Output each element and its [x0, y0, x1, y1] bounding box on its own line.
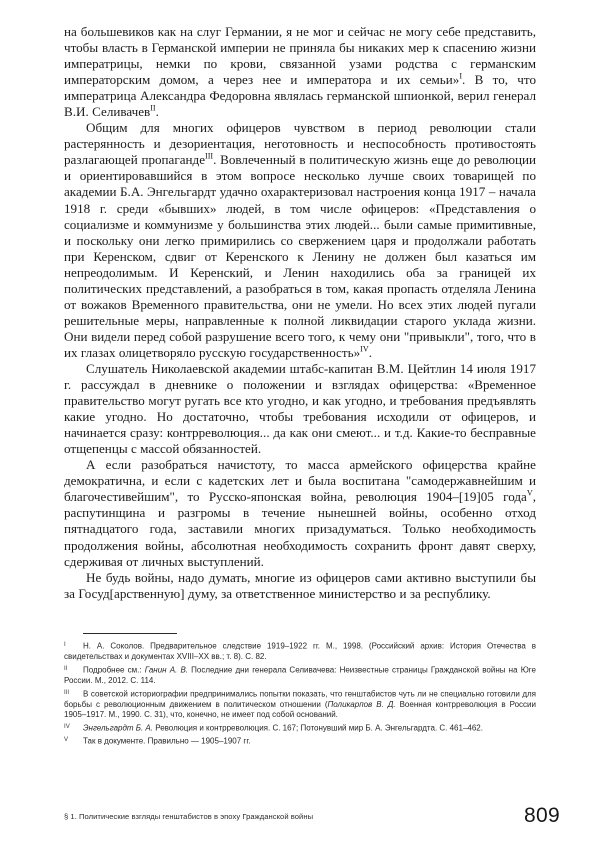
paragraph-1-text: на большевиков как на слуг Германии, я не мог и сейчас не могу себе представить, чтобы власть в Германской империи не приняла бы никаких мер к спасению жизни императрицы, немки по крови, связанной узами родства с германским императорским домом, а через нее и императора и их семьи» — [64, 24, 536, 88]
footnote-list — [64, 640, 536, 747]
footnote-segment: Революция и контрреволюция. С. 167; Потонувший мир Б. А. Энгельгардта. С. 461–462. — [152, 723, 483, 733]
footnote-item — [64, 735, 536, 747]
footnote-author: Ганин А. В. — [144, 665, 188, 675]
paragraph-2-tail2: . — [368, 344, 372, 360]
footnote-item — [64, 664, 536, 687]
paragraph-1 — [64, 24, 536, 120]
paragraph-3 — [64, 361, 536, 457]
footnote-text — [64, 665, 536, 685]
paragraph-5 — [64, 570, 536, 602]
footnote-marker[interactable]: II — [64, 664, 68, 672]
paragraph-4 — [64, 457, 536, 569]
footnote-marker[interactable]: IV — [64, 722, 70, 730]
footnote-item — [64, 722, 536, 734]
body-text-column — [64, 24, 536, 602]
paragraph-2-tail: . Вовлеченный в политическую жизнь еще до революции и ориентировавшийся в этом вопросе несколько лучше своих товарищей по академии Б.А. Энгельгардт удачно охарактеризовал настроения конца 1917 – начала 1918 г. среди «бывших» людей, в том числе офицеров: «Представления о социализме и коммунизме у большинства этих людей... были самые примитивные, и поскольку они легко примирились со свержением царя и продолжали работать при Керенском, сдвиг от Керенского к Ленину не должен был казаться им непреодолимым. И Керенский, и Ленин находились оба за границей их политических представлений, а разобраться в том, какая пропасть отделяла Ленина от вожаков Временного правительства, они не умели. Но всех этих людей пугали решительные меры, направленные к полной ликвидации старого уклада жизни. Они видели перед собой разрушение всего того, к чему они "привыкли", того, что в их глазах олицетворяло русскую государственность» — [64, 152, 536, 360]
footnote-segment: Военная контрреволюция в России 1905–1917. М., 1990. С. 31), что, конечно, не имеет под собой оснований. — [64, 699, 536, 720]
footnote-ref-1[interactable]: I — [459, 71, 463, 81]
footnote-ref-2[interactable]: II — [150, 103, 156, 113]
page-number: 809 — [524, 804, 560, 827]
footnote-item — [64, 640, 536, 663]
footnote-segment: В советской историографии предпринимались попытки показать, что генштабистов чуть ли не специально готовили для борьбы с революционным движением в политическом отношении ( — [64, 689, 536, 709]
footnote-marker[interactable]: III — [64, 688, 70, 696]
paragraph-2 — [64, 120, 536, 361]
footnote-segment: Н. А. Соколов. Предварительное следствие 1919–1922 гг. М., 1998. (Российский архив: История Отечества в свидетельствах и документах XVIII–XX вв.; т. 8). С. 82. — [64, 641, 536, 662]
paragraph-1-tail: . В то, что императрица Александра Федоровна являлась германской шпионкой, верил генерал В.И. Селивачев — [64, 72, 536, 120]
footnote-segment: Так в документе. Правильно — 1905–1907 гг. — [83, 736, 251, 746]
footnote-author: Поликарпов В. Д. — [327, 699, 396, 709]
paragraph-4-text: А если разобраться начистоту, то масса армейского офицерства крайне демократична, и если с кадетских лет и была воспитана "самодержавнейшим и благочестивейшим", то Русско-японская война, революция 1904–[19]05 года — [64, 457, 536, 505]
footnote-segment: Подробнее см.: — [83, 665, 145, 675]
footnote-ref-5[interactable]: V — [526, 489, 533, 498]
running-title: § 1. Политические взгляды генштабистов в эпоху Гражданской войны — [64, 812, 314, 821]
footnote-item — [64, 688, 536, 721]
paragraph-2-text: Общим для многих офицеров чувством в период революции стали растерянность и дезориентация, неготовность и неспособность противостоять разлагающей пропаганде — [64, 120, 536, 168]
footnote-segment: Последние дни генерала Селивачева: Неизвестные страницы Гражданской войны на Юге России. М., 2012. С. 114. — [64, 665, 536, 685]
footnote-text — [64, 642, 536, 662]
page-footer — [64, 796, 560, 826]
paragraph-3-text: Слушатель Николаевской академии штабс-капитан В.М. Цейтлин 14 июля 1917 г. рассуждал в дневнике о положении и взглядах офицерства: «Временное правительство могут ругать все кто угодно, и как угодно, и требования предъявлять какие угодно. Но достаточно, чтобы требования исходили от офицеров, и начинается сразу: контрреволюция... да как они смеют... и т.д. Какие-то бесправные отщепенцы с массой обязанностей. — [64, 360, 536, 457]
footnote-separator-rule — [83, 633, 177, 634]
footnote-ref-3[interactable]: III — [205, 152, 214, 162]
footnote-marker[interactable]: V — [64, 736, 69, 744]
footnote-text — [83, 724, 483, 733]
footnote-ref-4[interactable]: IV — [360, 344, 369, 354]
footnotes-block — [64, 633, 536, 748]
paragraph-4-tail: , распутинщина и разгромы в течение нынешней войны, особенно отход пятнадцатого года, заставили многих призадуматься. Только необходимость продолжения войны, абсолютная необходимость сохранить фронт давят сверху, сдерживая от личных выступлений. — [64, 489, 536, 569]
paragraph-1-tail2: . — [155, 104, 159, 120]
footnote-author: Энгельгардт Б. А. — [83, 723, 153, 733]
footnote-text — [64, 689, 536, 719]
paragraph-5-text: Не будь войны, надо думать, многие из офицеров сами активно выступили бы за Госуд[арственную] думу, за ответственное министерство и за республику. — [64, 569, 536, 601]
footnote-text — [83, 737, 251, 746]
footnote-marker[interactable]: I — [64, 641, 66, 648]
